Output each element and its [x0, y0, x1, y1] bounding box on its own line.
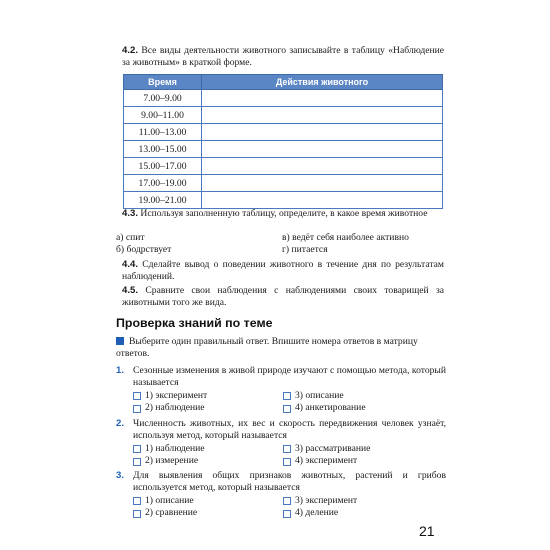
option-item: г) питается: [282, 244, 328, 256]
answer-option[interactable]: 3) рассматривание: [283, 443, 370, 455]
checkbox-icon[interactable]: [133, 497, 141, 505]
action-cell[interactable]: [202, 175, 443, 192]
time-cell: 17.00–19.00: [124, 175, 202, 192]
answers-col-left: [133, 443, 205, 468]
time-cell: 7.00–9.00: [124, 90, 202, 107]
task-4-2: [122, 45, 444, 70]
observation-table: [123, 74, 443, 209]
answer-option[interactable]: 1) описание: [133, 495, 197, 507]
task-number: 4.4.: [122, 259, 139, 270]
answer-option[interactable]: 2) измерение: [133, 455, 205, 467]
question-text: Сезонные изменения в живой природе изучают с помощью метода, который называется: [133, 365, 446, 389]
action-cell[interactable]: [202, 141, 443, 158]
answer-option[interactable]: 1) эксперимент: [133, 390, 207, 402]
checkbox-icon[interactable]: [133, 392, 141, 400]
checkbox-icon[interactable]: [283, 510, 291, 518]
task-text: Сделайте вывод о поведении животного в течение дня по результатам наблюдений.: [122, 259, 444, 283]
time-cell: 11.00–13.00: [124, 124, 202, 141]
time-cell: 15.00–17.00: [124, 158, 202, 175]
question-3: [116, 470, 446, 495]
action-cell[interactable]: [202, 192, 443, 209]
checkbox-icon[interactable]: [283, 405, 291, 413]
task-number: 4.3.: [122, 208, 139, 219]
page-number: 21: [419, 523, 435, 539]
answer-option[interactable]: 4) анкетирование: [283, 402, 366, 414]
action-cell[interactable]: [202, 107, 443, 124]
answers-col-right: [283, 495, 357, 520]
checkbox-icon[interactable]: [133, 445, 141, 453]
question-number: 1.: [116, 365, 125, 376]
answer-option[interactable]: 3) эксперимент: [283, 495, 357, 507]
time-cell: 9.00–11.00: [124, 107, 202, 124]
task-4-5: [122, 285, 444, 310]
option-item: в) ведёт себя наиболее активно: [282, 232, 409, 243]
table-row: [124, 90, 443, 107]
answer-option[interactable]: 4) эксперимент: [283, 455, 370, 467]
instruction: [116, 336, 446, 361]
answer-option[interactable]: 2) сравнение: [133, 507, 197, 519]
answer-option[interactable]: 4) деление: [283, 507, 357, 519]
task-4-4: [122, 259, 444, 284]
table-row: [124, 192, 443, 209]
answers-col-right: [283, 443, 370, 468]
table-row: [124, 107, 443, 124]
section-title: Проверка знаний по теме: [116, 316, 273, 330]
answers-col-right: [283, 390, 366, 415]
checkbox-icon[interactable]: [283, 392, 291, 400]
table-header-time: Время: [124, 75, 202, 90]
answers-col-left: [133, 390, 207, 415]
task-text: Используя заполненную таблицу, определите, в какое время животное: [140, 208, 428, 219]
action-cell[interactable]: [202, 124, 443, 141]
instruction-text: Выберите один правильный ответ. Впишите номера ответов в матрицу ответов.: [116, 336, 418, 360]
table-header-actions: Действия животного: [202, 75, 443, 90]
checkbox-icon[interactable]: [283, 445, 291, 453]
checkbox-icon[interactable]: [283, 497, 291, 505]
checkbox-icon[interactable]: [283, 458, 291, 466]
question-1: [116, 365, 446, 390]
option-list-right: [282, 232, 409, 257]
answer-option[interactable]: 2) наблюдение: [133, 402, 207, 414]
square-bullet-icon: [116, 337, 124, 345]
task-4-3: [122, 208, 444, 220]
checkbox-icon[interactable]: [133, 510, 141, 518]
answers-col-left: [133, 495, 197, 520]
table-row: [124, 124, 443, 141]
checkbox-icon[interactable]: [133, 458, 141, 466]
answer-option[interactable]: 3) описание: [283, 390, 366, 402]
answer-option[interactable]: 1) наблюдение: [133, 443, 205, 455]
time-cell: 13.00–15.00: [124, 141, 202, 158]
table-row: [124, 158, 443, 175]
action-cell[interactable]: [202, 158, 443, 175]
question-number: 3.: [116, 470, 125, 481]
option-item: б) бодрствует: [116, 244, 172, 256]
question-2: [116, 418, 446, 443]
task-number: 4.5.: [122, 285, 139, 296]
option-item: а) спит: [116, 232, 145, 243]
question-text: Для выявления общих признаков животных, растений и грибов используется метод, который называется: [133, 470, 446, 494]
task-number: 4.2.: [122, 45, 139, 56]
option-list-left: [116, 232, 171, 257]
table-row: [124, 141, 443, 158]
action-cell[interactable]: [202, 90, 443, 107]
table-row: [124, 175, 443, 192]
time-cell: 19.00–21.00: [124, 192, 202, 209]
question-number: 2.: [116, 418, 125, 429]
question-text: Численность животных, их вес и скорость передвижения человек узнаёт, используя метод, который называется: [133, 418, 446, 442]
checkbox-icon[interactable]: [133, 405, 141, 413]
task-text: Сравните свои наблюдения с наблюдениями своих товарищей за животными того же вида.: [122, 285, 444, 309]
task-text: Все виды деятельности животного записывайте в таблицу «Наблюдение за животным» в краткой форме.: [122, 45, 444, 69]
